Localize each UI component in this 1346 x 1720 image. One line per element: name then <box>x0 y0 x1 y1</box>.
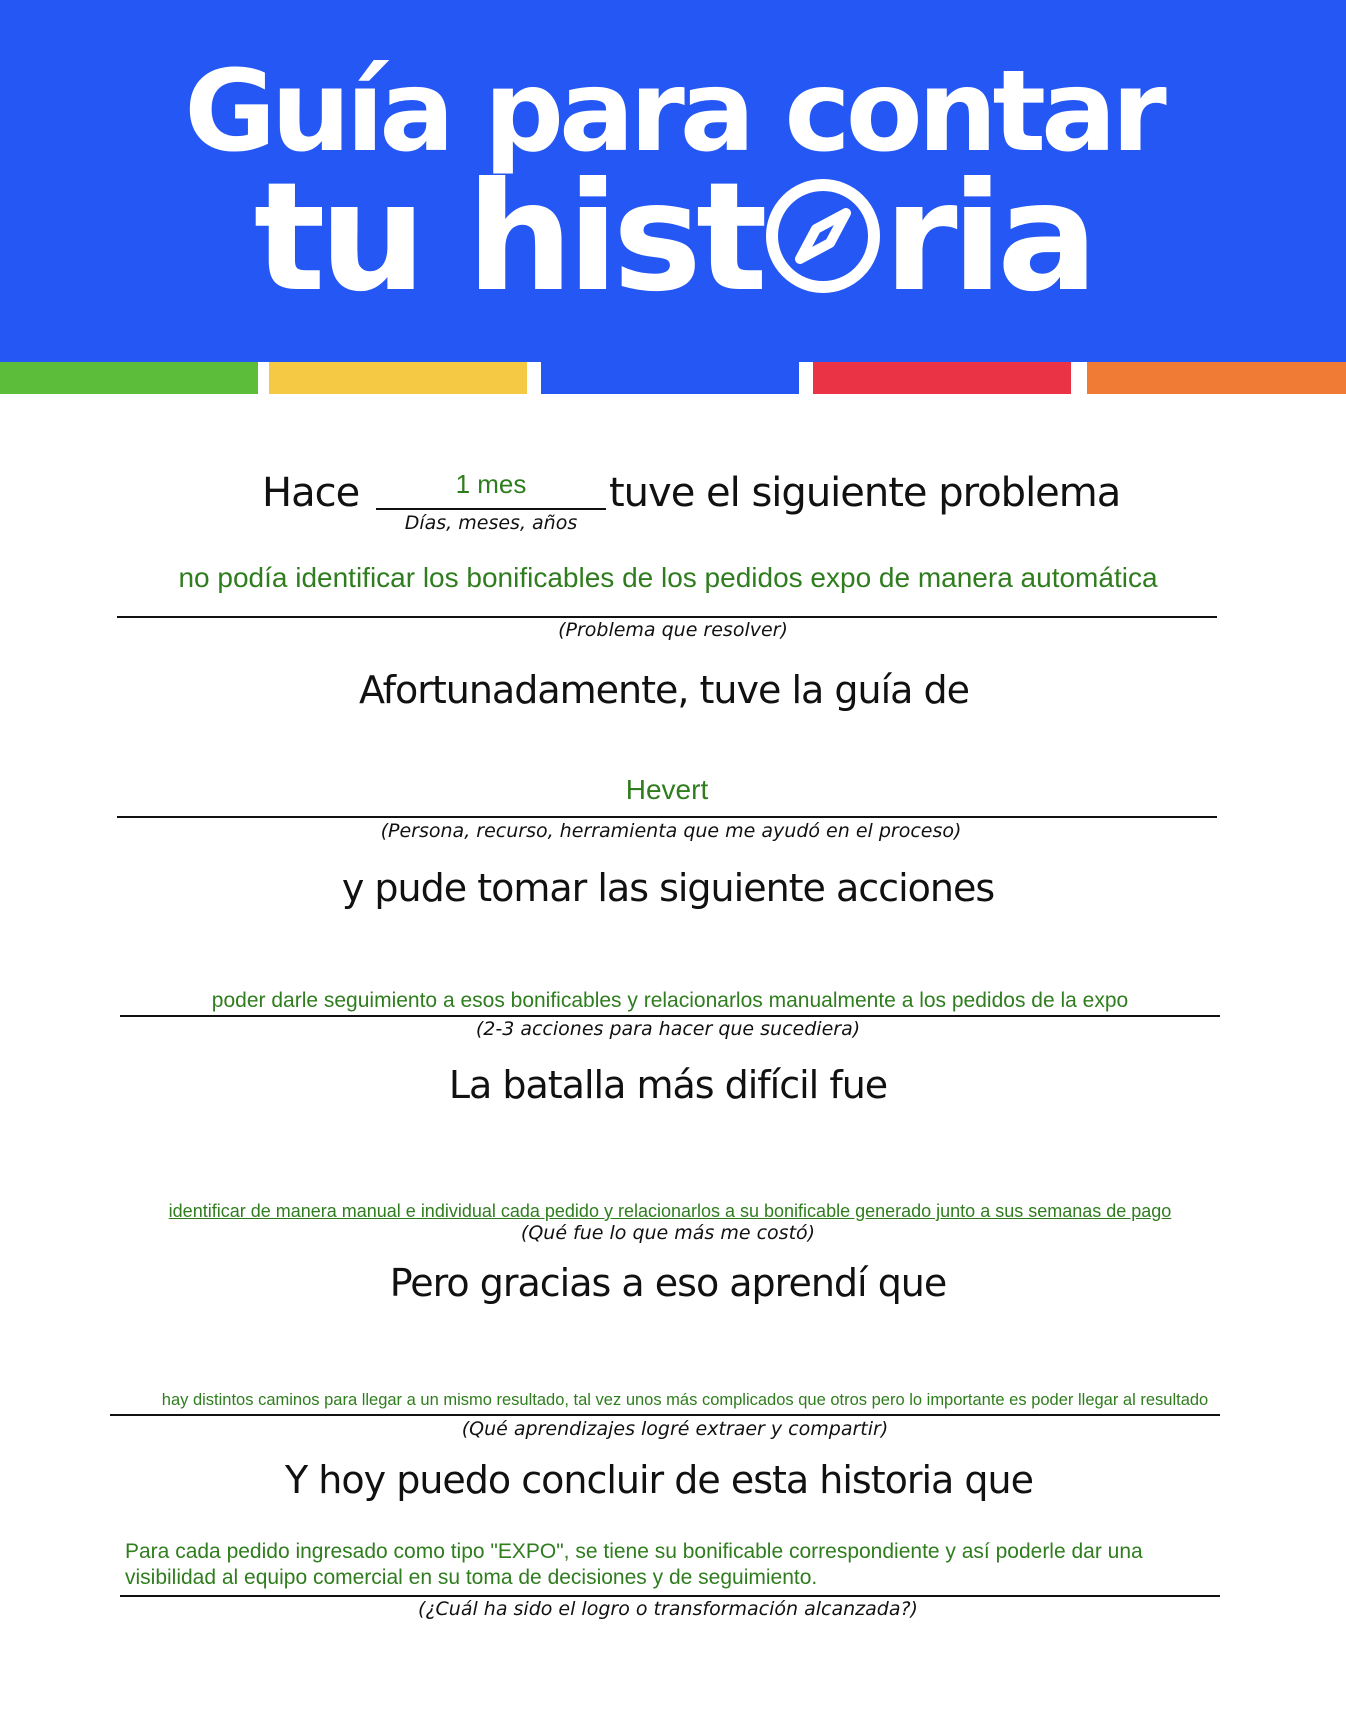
learn-value[interactable]: hay distintos caminos para llegar a un mismo resultado, tal vez unos más complicados que otros pero lo importante es poder llegar al resultado <box>161 1391 1209 1409</box>
problem-underline <box>117 616 1217 618</box>
problem-value[interactable]: no podía identificar los bonificables de los pedidos expo de manera automática <box>178 562 1158 593</box>
title-part-b: ria <box>883 151 1093 325</box>
stripe-red <box>813 362 1071 394</box>
conclude-heading: Y hoy puedo concluir de esta historia que <box>285 1458 1033 1502</box>
time-value[interactable]: 1 mes <box>455 469 527 499</box>
battle-value[interactable]: identificar de manera manual e individual cada pedido y relacionarlos a su bonificable generado junto a sus semanas de pago <box>168 1201 1172 1221</box>
learn-hint: (Qué aprendizajes logré extraer y compartir) <box>461 1418 889 1440</box>
guide-value[interactable]: Hevert <box>625 774 709 805</box>
time-underline <box>376 508 606 510</box>
stripe-blue <box>541 362 799 394</box>
problem-hint: (Problema que resolver) <box>558 619 788 641</box>
guide-heading: Afortunadamente, tuve la guía de <box>358 668 970 712</box>
conclude-value-line2[interactable]: visibilidad al equipo comercial en su toma de decisiones y de seguimiento. <box>125 1566 818 1589</box>
time-suffix: tuve el siguiente problema <box>609 470 1121 516</box>
conclude-hint: (¿Cuál ha sido el logro o transformación alcanzada?) <box>418 1598 918 1620</box>
stripe-green <box>0 362 258 394</box>
actions-underline <box>120 1015 1220 1017</box>
time-hint: Días, meses, años <box>404 512 578 534</box>
stripe-yellow <box>269 362 527 394</box>
learn-underline <box>110 1414 1220 1416</box>
page-title-line2 <box>0 151 1346 325</box>
actions-value[interactable]: poder darle seguimiento a esos bonificables y relacionarlos manualmente a los pedidos de la expo <box>211 989 1129 1012</box>
stripe-orange <box>1087 362 1346 394</box>
actions-heading: y pude tomar las siguiente acciones <box>341 866 995 910</box>
battle-heading: La batalla más difícil fue <box>448 1063 888 1107</box>
compass-icon <box>764 169 882 287</box>
page-title-line1: Guía para contar <box>184 47 1162 177</box>
guide-underline <box>117 816 1217 818</box>
conclude-value-line1[interactable]: Para cada pedido ingresado como tipo "EXPO", se tiene su bonificable correspondiente y así poderle dar una <box>125 1540 1143 1563</box>
title-part-a: tu hist <box>253 151 762 325</box>
conclude-underline <box>120 1595 1220 1597</box>
actions-hint: (2-3 acciones para hacer que sucediera) <box>475 1018 861 1040</box>
battle-hint: (Qué fue lo que más me costó) <box>520 1222 816 1244</box>
guide-hint: (Persona, recurso, herramienta que me ayudó en el proceso) <box>380 820 962 842</box>
learn-heading: Pero gracias a eso aprendí que <box>389 1261 947 1305</box>
time-prefix: Hace <box>262 470 360 516</box>
